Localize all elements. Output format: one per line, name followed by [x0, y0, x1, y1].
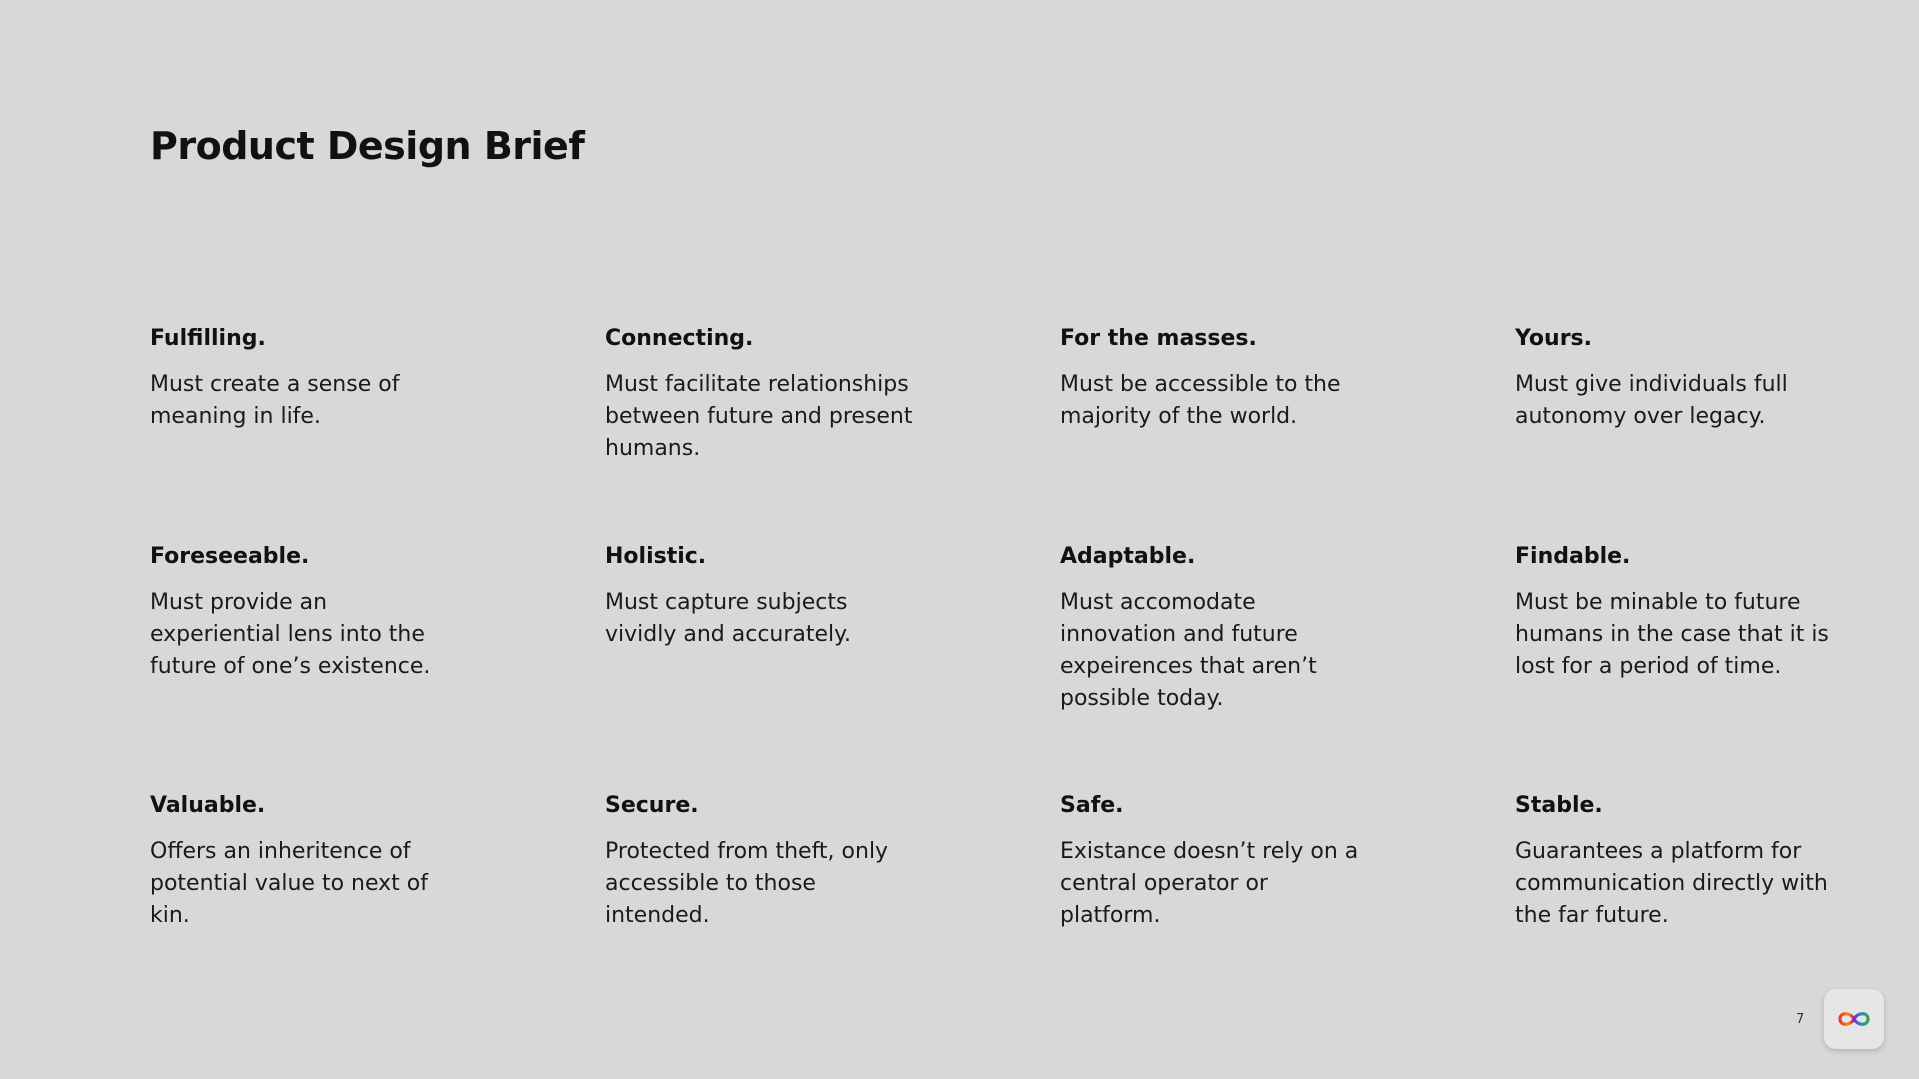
principle-heading: Safe. [1060, 793, 1124, 818]
principle-adaptable [1060, 543, 1420, 715]
principle-heading: Findable. [1515, 544, 1631, 569]
principle-holistic [605, 543, 965, 651]
principle-heading: Fulfilling. [150, 326, 266, 351]
principle-connecting [605, 325, 965, 465]
principle-findable [1515, 543, 1875, 683]
principle-heading: Valuable. [150, 793, 266, 818]
principle-heading: Foreseeable. [150, 544, 310, 569]
principle-valuable [150, 792, 510, 932]
principle-heading: Adaptable. [1060, 544, 1196, 569]
principle-description: Must create a sense of meaning in life. [150, 372, 400, 429]
principle-for-the-masses [1060, 325, 1420, 433]
principle-description: Protected from theft, only accessible to those intended. [605, 839, 889, 928]
principle-description: Must capture subjects vividly and accurately. [605, 590, 852, 647]
principle-safe [1060, 792, 1420, 932]
infinity-logo-icon [1836, 1009, 1872, 1029]
principle-description: Guarantees a platform for communication directly with the far future. [1515, 839, 1828, 928]
principle-description: Must be minable to future humans in the case that it is lost for a period of time. [1515, 590, 1829, 679]
principle-yours [1515, 325, 1875, 433]
principle-description: Must be accessible to the majority of the world. [1060, 372, 1341, 429]
page-number: 7 [1796, 1012, 1805, 1027]
principle-heading: Connecting. [605, 326, 754, 351]
principle-heading: Stable. [1515, 793, 1603, 818]
principle-fulfilling [150, 325, 510, 433]
principle-foreseeable [150, 543, 510, 683]
page-title: Product Design Brief [150, 124, 585, 168]
principles-grid [150, 0, 1850, 1000]
app-launcher-button[interactable] [1824, 989, 1884, 1049]
principle-description: Must provide an experiential lens into the future of one’s existence. [150, 590, 431, 679]
principle-description: Must facilitate relationships between future and present humans. [605, 372, 913, 461]
principle-heading: Holistic. [605, 544, 707, 569]
principle-secure [605, 792, 965, 932]
principle-heading: Yours. [1515, 326, 1592, 351]
principle-heading: Secure. [605, 793, 699, 818]
principle-description: Must give individuals full autonomy over legacy. [1515, 372, 1788, 429]
principle-description: Existance doesn’t rely on a central operator or platform. [1060, 839, 1359, 928]
principle-stable [1515, 792, 1875, 932]
principle-heading: For the masses. [1060, 326, 1257, 351]
principle-description: Must accomodate innovation and future expeirences that aren’t possible today. [1060, 590, 1317, 711]
principle-description: Offers an inheritence of potential value to next of kin. [150, 839, 428, 928]
